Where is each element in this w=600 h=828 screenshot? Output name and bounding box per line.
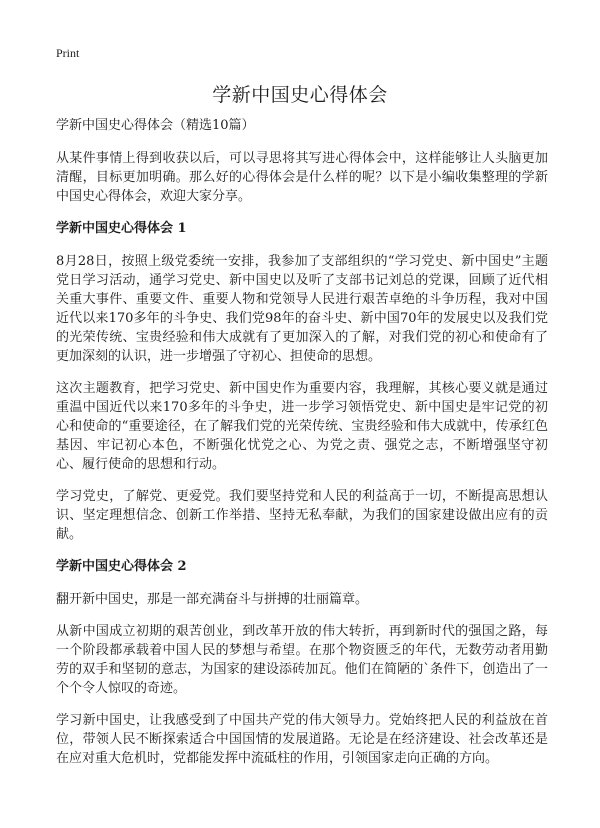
section-heading: 学新中国史心得体会 1: [56, 221, 187, 236]
section-paragraph: 从新中国成立初期的艰苦创业，到改革开放的伟大转折，再到新时代的强国之路，每一个阶段都承载着中国人民的梦想与希望。在那个物资匮乏的年代，无数劳动者用勤劳的双手和坚韧的意志，为国家的建设添砖加瓦。他们在简陋的`条件下，创造出了一个个令人惊叹的奇迹。: [56, 624, 548, 696]
section-paragraph: 学习党史，了解党、更爱党。我们要坚持党和人民的利益高于一切，不断提高思想认识、坚定理想信念、创新工作举措、坚持无私奉献，为我们的国家建设做出应有的贡献。: [56, 489, 548, 542]
section-paragraph: 8月28日，按照上级党委统一安排，我参加了支部组织的“学习党史、新中国史”主题党日学习活动，通学习党史、新中国史以及听了支部书记刘总的党课，回顾了近代相关重大事件、重要文件、重要人物和党领导人民进行艰苦卓绝的斗争历程，我对中国近代以来170多年的斗争史、我们党98年的奋斗史、新中国70年的发展史以及我们党的光荣传统、宝贵经验和伟大成就有了更加深入的了解，对我们党的初心和使命有了更加深刻的认识，进一步增强了守初心、担使命的思想。: [56, 254, 548, 364]
document-body: [56, 116, 548, 781]
section-paragraph: 学习新中国史，让我感受到了中国共产党的伟大领导力。党始终把人民的利益放在首位，带领人民不断探索适合中国国情的发展道路。无论是在经济建设、社会改革还是在应对重大危机时，党都能发挥中流砥柱的作用，引领国家走向正确的方向。: [56, 713, 548, 766]
page-title: 学新中国史心得体会: [212, 84, 388, 106]
section-paragraph: 这次主题教育，把学习党史、新中国史作为重要内容，我理解，其核心要义就是通过重温中国近代以来170多年的斗争史，进一步学习领悟党史、新中国史是牢记党的初心和使命的“重要途径，在了解我们党的光荣传统、宝贵经验和伟大成就中，传承红色基因、牢记初心本色，不断强化忧党之心、为党之责、强党之志，不断增强坚守初心、履行使命的思想和行动。: [56, 381, 548, 472]
intro-paragraph: 从某件事情上得到收获以后，可以寻思将其写进心得体会中，这样能够让人头脑更加清醒，目标更加明确。那么好的心得体会是什么样的呢？以下是小编收集整理的学新中国史心得体会，欢迎大家分享。: [56, 151, 548, 204]
section-heading: 学新中国史心得体会 2: [56, 559, 187, 574]
print-link[interactable]: Print: [56, 46, 80, 60]
section-paragraph: 翻开新中国史，那是一部充满奋斗与拼搏的壮丽篇章。: [56, 592, 369, 607]
subtitle: 学新中国史心得体会（精选10篇）: [56, 118, 255, 133]
